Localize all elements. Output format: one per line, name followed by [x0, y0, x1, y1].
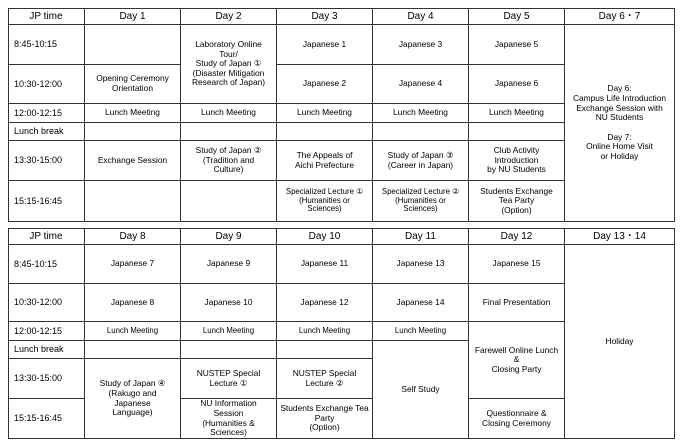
header-day-2: Day 2	[181, 9, 277, 25]
empty-cell	[277, 123, 373, 141]
day3-lunch-cell: Lunch Meeting	[277, 104, 373, 123]
schedule-week1-table	[8, 8, 675, 222]
day8-lunch-cell: Lunch Meeting	[85, 322, 181, 341]
time-slot: 8:45-10:15	[9, 245, 85, 284]
header-jp-time: JP time	[9, 229, 85, 245]
empty-cell	[85, 123, 181, 141]
time-slot: Lunch break	[9, 123, 85, 141]
empty-cell	[85, 25, 181, 65]
header-day-11: Day 11	[373, 229, 469, 245]
day5-tea-cell: Students Exchange Tea Party (Option)	[469, 181, 565, 222]
time-slot: 10:30-12:00	[9, 284, 85, 322]
header-day-8: Day 8	[85, 229, 181, 245]
day2-lab-tour-cell: Laboratory Online Tour/ Study of Japan ① (Disaster Mitigation Research of Japan)	[181, 25, 277, 104]
day11-lunch-cell: Lunch Meeting	[373, 322, 469, 341]
header-jp-time: JP time	[9, 9, 85, 25]
day5-japanese-5-cell: Japanese 5	[469, 25, 565, 65]
header-day-10: Day 10	[277, 229, 373, 245]
day12-farewell-cell: Farewell Online Lunch & Closing Party	[469, 322, 565, 399]
day12-japanese-15-cell: Japanese 15	[469, 245, 565, 284]
day9-japanese-9-cell: Japanese 9	[181, 245, 277, 284]
day12-closing-cell: Questionnaire & Closing Ceremony	[469, 399, 565, 439]
day10-lunch-cell: Lunch Meeting	[277, 322, 373, 341]
day5-japanese-6-cell: Japanese 6	[469, 65, 565, 104]
header-day-12: Day 12	[469, 229, 565, 245]
empty-cell	[181, 123, 277, 141]
header-day-1: Day 1	[85, 9, 181, 25]
day4-japanese-4-cell: Japanese 4	[373, 65, 469, 104]
empty-cell	[181, 341, 277, 359]
day8-japanese-7-cell: Japanese 7	[85, 245, 181, 284]
day2-study-cell: Study of Japan ② (Tradition and Culture)	[181, 141, 277, 181]
day9-lunch-cell: Lunch Meeting	[181, 322, 277, 341]
time-slot: 15:15-16:45	[9, 399, 85, 439]
empty-cell	[85, 341, 181, 359]
day8-japanese-8-cell: Japanese 8	[85, 284, 181, 322]
header-day-6-7: Day 6・7	[565, 9, 675, 25]
header-day-3: Day 3	[277, 9, 373, 25]
header-day-4: Day 4	[373, 9, 469, 25]
day9-nustep-cell: NUSTEP Special Lecture ①	[181, 359, 277, 399]
time-slot: Lunch break	[9, 341, 85, 359]
empty-cell	[85, 181, 181, 222]
day5-club-cell: Club Activity Introduction by NU Students	[469, 141, 565, 181]
time-slot: 12:00-12:15	[9, 322, 85, 341]
time-slot: 8:45-10:15	[9, 25, 85, 65]
day4-study-cell: Study of Japan ③ (Career in Japan)	[373, 141, 469, 181]
day1-exchange-cell: Exchange Session	[85, 141, 181, 181]
header-day-5: Day 5	[469, 9, 565, 25]
day10-nustep-cell: NUSTEP Special Lecture ②	[277, 359, 373, 399]
day4-lunch-cell: Lunch Meeting	[373, 104, 469, 123]
day1-opening-cell: Opening Ceremony Orientation	[85, 65, 181, 104]
day12-final-presentation-cell: Final Presentation	[469, 284, 565, 322]
day9-japanese-10-cell: Japanese 10	[181, 284, 277, 322]
day10-japanese-12-cell: Japanese 12	[277, 284, 373, 322]
day4-japanese-3-cell: Japanese 3	[373, 25, 469, 65]
schedule-week2-table	[8, 228, 675, 439]
day11-japanese-13-cell: Japanese 13	[373, 245, 469, 284]
time-slot: 15:15-16:45	[9, 181, 85, 222]
day4-lecture-cell: Specialized Lecture ② (Humanities or Sciences)	[373, 181, 469, 222]
empty-cell	[469, 123, 565, 141]
day13-14-holiday-cell: Holiday	[565, 245, 675, 439]
day5-lunch-cell: Lunch Meeting	[469, 104, 565, 123]
time-slot: 13:30-15:00	[9, 141, 85, 181]
table-row	[9, 245, 675, 284]
day8-study-cell: Study of Japan ④ (Rakugo and Japanese Language)	[85, 359, 181, 439]
day9-nu-info-cell: NU Information Session (Humanities & Sciences)	[181, 399, 277, 439]
time-slot: 10:30-12:00	[9, 65, 85, 104]
day1-lunch-cell: Lunch Meeting	[85, 104, 181, 123]
time-slot: 13:30-15:00	[9, 359, 85, 399]
time-slot: 12:00-12:15	[9, 104, 85, 123]
day11-japanese-14-cell: Japanese 14	[373, 284, 469, 322]
table-row	[9, 25, 675, 65]
day10-tea-cell: Students Exchange Tea Party (Option)	[277, 399, 373, 439]
day3-lecture-cell: Specialized Lecture ① (Humanities or Sciences)	[277, 181, 373, 222]
day6-7-cell: Day 6: Campus Life Introduction Exchange Session with NU Students Day 7: Online Home Visit or Holiday	[565, 25, 675, 222]
day2-lunch-cell: Lunch Meeting	[181, 104, 277, 123]
day3-appeals-cell: The Appeals of Aichi Prefecture	[277, 141, 373, 181]
header-day-9: Day 9	[181, 229, 277, 245]
header-row	[9, 9, 675, 25]
day3-japanese-1-cell: Japanese 1	[277, 25, 373, 65]
header-day-13-14: Day 13・14	[565, 229, 675, 245]
day10-japanese-11-cell: Japanese 11	[277, 245, 373, 284]
empty-cell	[277, 341, 373, 359]
empty-cell	[373, 123, 469, 141]
header-row	[9, 229, 675, 245]
day11-self-study-cell: Self Study	[373, 341, 469, 439]
empty-cell	[181, 181, 277, 222]
day3-japanese-2-cell: Japanese 2	[277, 65, 373, 104]
